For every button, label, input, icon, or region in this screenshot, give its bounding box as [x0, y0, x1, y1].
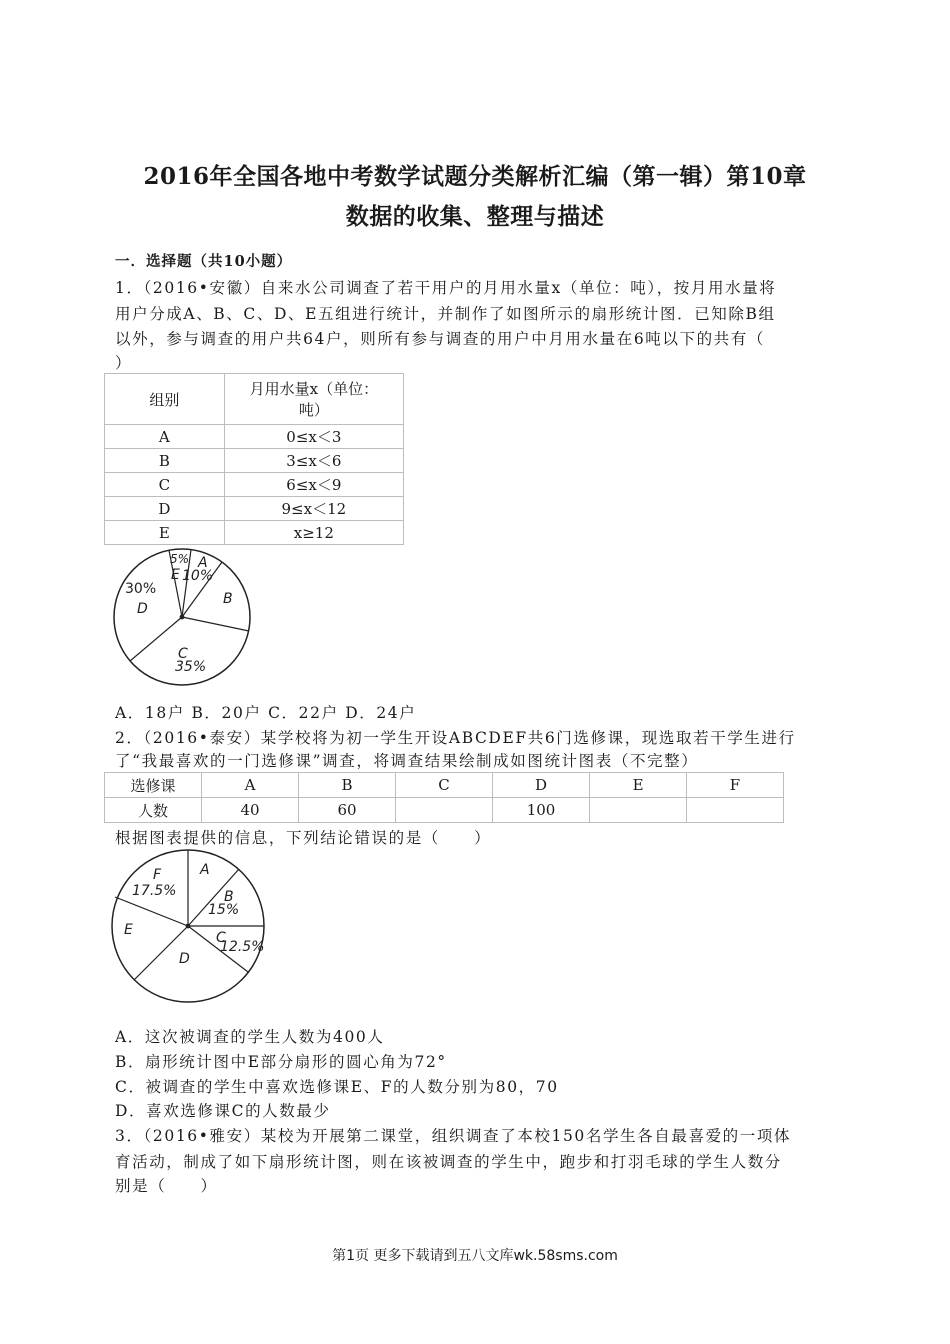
pie-divider	[182, 617, 249, 631]
table-cell: C	[396, 773, 493, 798]
pie-label-e: E	[124, 922, 133, 938]
q2-option-d: D．喜欢选修课C的人数最少	[115, 1102, 331, 1120]
course-table	[104, 772, 784, 823]
pie-label-e: E	[171, 567, 180, 583]
q2-prompt: 根据图表提供的信息，下列结论错误的是（ ）	[115, 829, 492, 847]
pie-label-c-pct: 12.5%	[220, 939, 265, 955]
table-cell: E	[590, 773, 687, 798]
pie-label-b: B	[223, 591, 233, 607]
table-cell: A	[105, 425, 225, 449]
pie-label-b: B	[224, 889, 234, 905]
table-header-cell	[224, 374, 403, 425]
q1-options: A．18户 B．20户 C．22户 D．24户	[115, 704, 417, 722]
table-cell: 9≤x＜12	[224, 497, 403, 521]
table-cell: 3≤x＜6	[224, 449, 403, 473]
q1-text-line2: 用户分成A、B、C、D、E五组进行统计，并制作了如图所示的扇形统计图．已知除B组	[115, 305, 776, 323]
pie-label-f-pct: 17.5%	[132, 883, 177, 899]
q3-text-line2: 育活动，制成了如下扇形统计图，则在该被调查的学生中，跑步和打羽毛球的学生人数分	[115, 1153, 782, 1171]
q2-option-b: B．扇形统计图中E部分扇形的圆心角为72°	[115, 1053, 447, 1071]
pie-label-b-pct: 15%	[208, 902, 240, 918]
table-row	[105, 773, 784, 798]
pie-label-e-pct: 5%	[170, 552, 190, 566]
pie-label-d: D	[137, 601, 148, 617]
header-text-line1: 月用水量x（单位：	[249, 380, 379, 398]
document-title-line2: 数据的收集、整理与描述	[345, 203, 605, 230]
table-cell: 6≤x＜9	[224, 473, 403, 497]
q2-option-a: A．这次被调查的学生人数为400人	[115, 1028, 385, 1046]
q2-option-c: C．被调查的学生中喜欢选修课E、F的人数分别为80，70	[115, 1078, 559, 1096]
q1-text-line1: 1．（2016•安徽）自来水公司调查了若干用户的月用水量x（单位：吨），按月用水量将	[115, 279, 777, 297]
q2-text-line1: 2．（2016•泰安）某学校将为初一学生开设ABCDEF共6门选修课，现选取若干学生进行	[115, 729, 796, 747]
table-cell: F	[687, 773, 784, 798]
table-cell: D	[492, 773, 589, 798]
header-text-line2: 吨）	[298, 401, 329, 419]
table-row	[105, 497, 404, 521]
table-row	[105, 798, 784, 823]
table-row	[105, 425, 404, 449]
pie-label-d: D	[179, 951, 190, 967]
q1-text-line4: ）	[115, 354, 133, 372]
pie-divider	[130, 617, 182, 661]
table-cell: 40	[201, 798, 298, 823]
table-cell: D	[105, 497, 225, 521]
q1-text-line3: 以外，参与调查的用户共64户，则所有参与调查的用户中月用水量在6吨以下的共有（	[115, 330, 765, 348]
pie-chart-water-usage	[104, 545, 264, 690]
q3-text-line3: 别是（ ）	[115, 1177, 218, 1195]
document-title-line1: 2016年全国各地中考数学试题分类解析汇编（第一辑）第10章	[143, 163, 807, 190]
water-usage-table	[104, 373, 404, 545]
pie-label-c-pct: 35%	[175, 659, 207, 675]
pie-center-dot	[186, 924, 191, 929]
table-cell: 60	[299, 798, 396, 823]
pie-label-a: A	[200, 862, 210, 878]
table-header-cell: 组别	[105, 374, 225, 425]
table-row	[105, 521, 404, 545]
table-cell: C	[105, 473, 225, 497]
pie-center-dot	[180, 615, 185, 620]
table-cell: B	[299, 773, 396, 798]
table-cell: B	[105, 449, 225, 473]
table-cell: 选修课	[105, 773, 202, 798]
q3-text-line1: 3．（2016•雅安）某校为开展第二课堂，组织调查了本校150名学生各自最喜爱的一项体	[115, 1127, 792, 1145]
table-cell	[396, 798, 493, 823]
table-row	[105, 473, 404, 497]
page-footer: 第1页 更多下载请到五八文库wk.58sms.com	[332, 1248, 618, 1264]
table-cell: E	[105, 521, 225, 545]
pie-label-a: A	[198, 555, 208, 571]
pie-label-a-pct: 10%	[182, 568, 214, 584]
table-cell: 100	[492, 798, 589, 823]
q2-text-line2: 了“我最喜欢的一门选修课”调查，将调查结果绘制成如图统计图表（不完整）	[115, 752, 699, 770]
section-heading: 一．选择题（共10小题）	[115, 253, 293, 270]
pie-label-f: F	[153, 867, 162, 883]
table-cell: 0≤x＜3	[224, 425, 403, 449]
table-cell: 人数	[105, 798, 202, 823]
table-cell: A	[201, 773, 298, 798]
pie-label-d-pct: 30%	[125, 581, 157, 597]
pie-chart-courses	[108, 845, 268, 1005]
table-cell	[590, 798, 687, 823]
pie-label-c: C	[216, 930, 226, 946]
pie-label-c: C	[178, 646, 188, 662]
table-row	[105, 449, 404, 473]
table-cell	[687, 798, 784, 823]
table-cell: x≥12	[224, 521, 403, 545]
